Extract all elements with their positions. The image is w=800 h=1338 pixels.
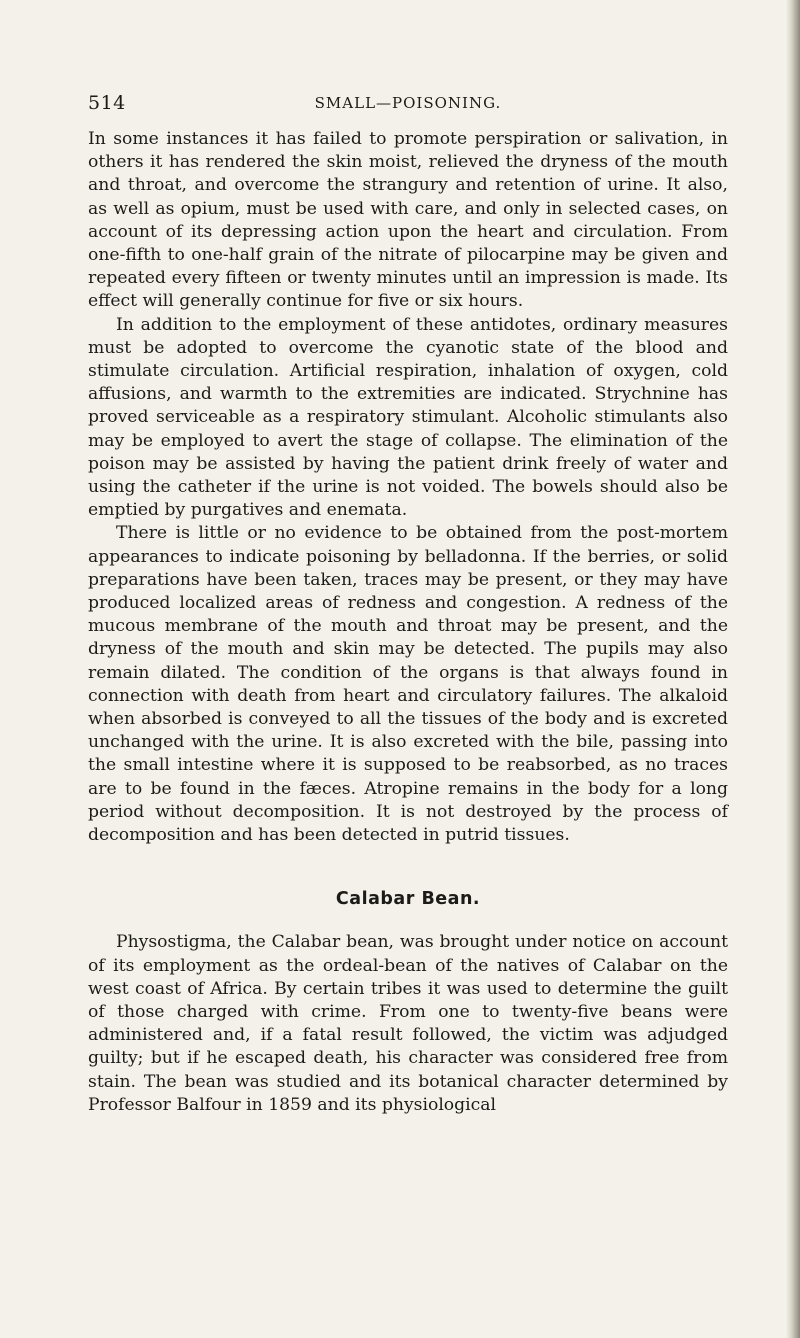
page-edge-shadow	[786, 0, 800, 1338]
page-number: 514	[88, 92, 126, 114]
section-heading-calabar-bean: Calabar Bean.	[335, 889, 481, 910]
paragraph-antidote-effects: In some instances it has failed to promote perspiration or salivation, in others it has rendered the skin moist, relieved the dryness of the mouth and throat, and overcome the strangury and retention of urine. It also, as well as opium, must be used with care, and only in selected cases, on account of its depressing action upon the heart and circulation. From one-fifth to one-half grain of the nitrate of pilocarpine may be given and repeated every fifteen or twenty minutes until an impression is made. Its effect will generally continue for five or six hours.	[88, 129, 728, 312]
paragraph-post-mortem: There is little or no evidence to be obtained from the post-mortem appearances to indicate poisoning by belladonna. If the berries, or solid preparations have been taken, traces may be present, or they may have produced localized areas of redness and congestion. A redness of the mucous membrane of the mouth and throat may be present, and the dryness of the mouth and skin may be detected. The pupils may also remain dilated. The condition of the organs is that always found in connection with death from heart and circulatory failures. The alkaloid when absorbed is conveyed to all the tissues of the body and is excreted unchanged with the urine. It is also excreted with the bile, passing into the small intestine where it is supposed to be reabsorbed, as no traces are to be found in the fæces. Atropine remains in the body for a long period without decomposition. It is not destroyed by the process of decomposition and has been detected in putrid tissues.	[88, 523, 728, 846]
paragraph-physostigma: Physostigma, the Calabar bean, was brought under notice on account of its employment as the ordeal-bean of the natives of Calabar on the west coast of Africa. By certain tribes it was used to determine the guilt of those charged with crime. From one to twenty-five beans were administered and, if a fatal result followed, the victim was adjudged guilty; but if he escaped death, his character was considered free from stain. The bean was studied and its botanical character determined by Professor Balfour in 1859 and its physiological	[88, 932, 728, 1115]
paragraph-ordinary-measures: In addition to the employment of these antidotes, ordinary measures must be adopted to overcome the cyanotic state of the blood and stimulate circulation. Artificial respiration, inhalation of oxygen, cold affusions, and warmth to the extremities are indicated. Strychnine has proved serviceable as a respiratory stimulant. Alcoholic stimulants also may be employed to avert the stage of collapse. The elimination of the poison may be assisted by having the patient drink freely of water and using the catheter if the urine is not voided. The bowels should also be emptied by purgatives and enemata.	[88, 314, 728, 521]
page-header	[88, 92, 728, 116]
running-head: SMALL—POISONING.	[314, 94, 502, 112]
body-text	[88, 128, 728, 1117]
